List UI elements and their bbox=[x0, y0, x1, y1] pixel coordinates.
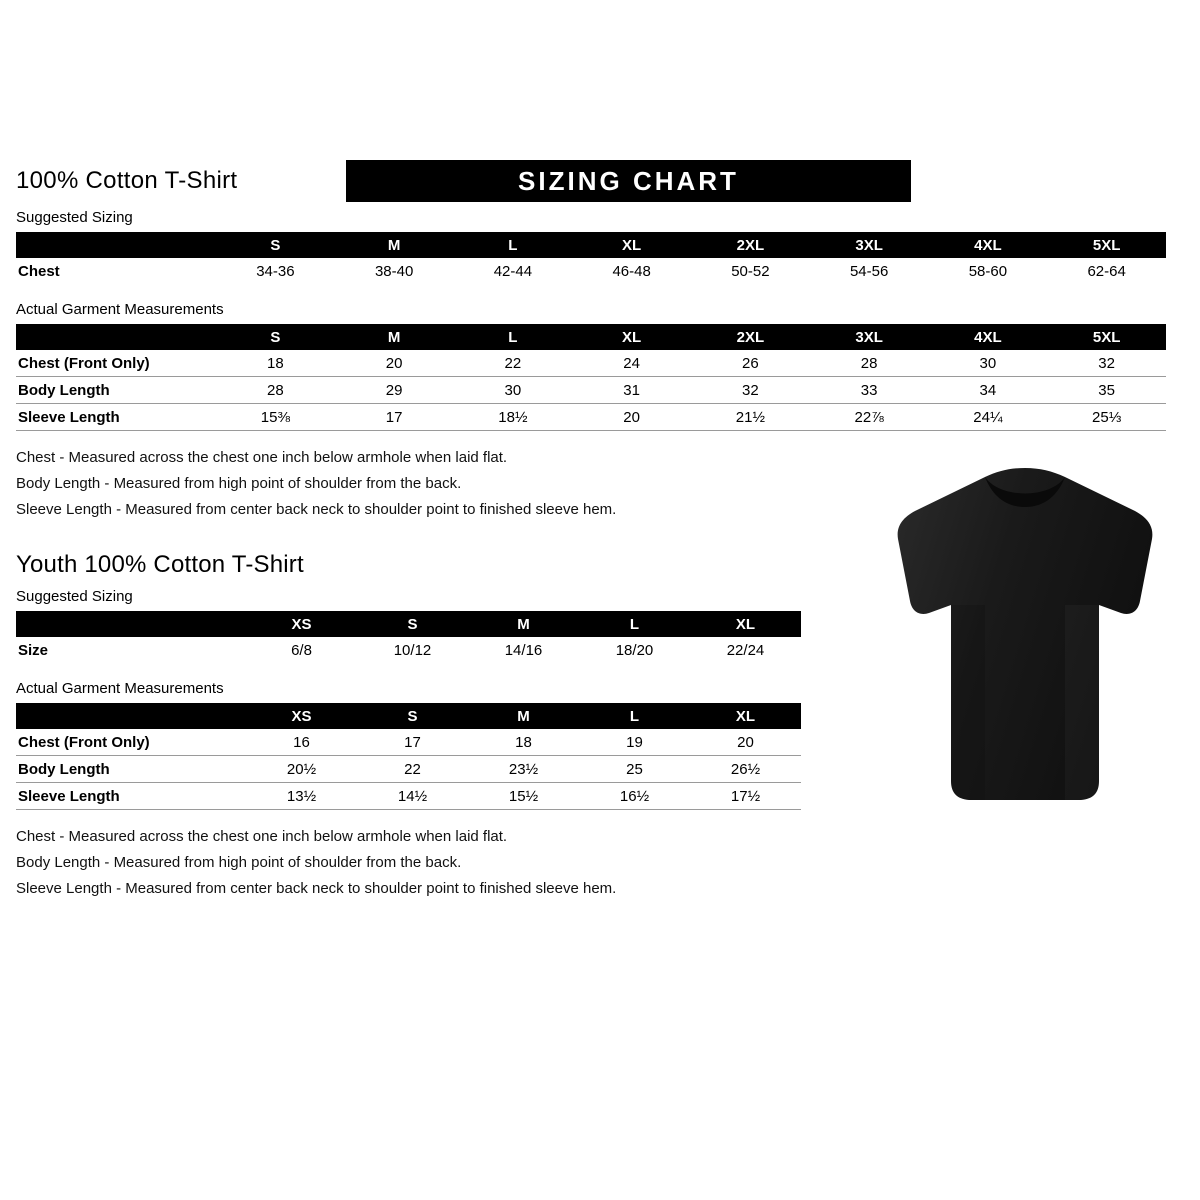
cell: 33 bbox=[860, 381, 878, 399]
cell: 15⅜ bbox=[260, 408, 290, 426]
table-row bbox=[16, 637, 801, 663]
cell: 20 bbox=[385, 354, 403, 372]
row-label: Chest (Front Only) bbox=[18, 733, 150, 751]
note-chest: Chest - Measured across the chest one inch below armhole when laid flat. bbox=[16, 449, 508, 466]
cell: 35 bbox=[1098, 381, 1115, 399]
note-body-length: Body Length - Measured from high point of shoulder from the back. bbox=[16, 475, 462, 492]
col-header: XS bbox=[246, 611, 357, 637]
youth-suggested-label: Suggested Sizing bbox=[16, 588, 133, 605]
cell: 22/24 bbox=[726, 641, 765, 659]
cell: 32 bbox=[1098, 354, 1115, 372]
col-header: S bbox=[216, 232, 335, 258]
table-row bbox=[16, 377, 1166, 404]
cell: 21½ bbox=[735, 408, 765, 426]
col-header: 5XL bbox=[1047, 324, 1166, 350]
cell: 54-56 bbox=[849, 262, 889, 280]
col-header: M bbox=[335, 324, 454, 350]
cell: 46-48 bbox=[612, 262, 651, 280]
cell: 19 bbox=[626, 733, 643, 751]
note-sleeve-length: Sleeve Length - Measured from center back neck to shoulder point to finished sleeve hem. bbox=[16, 880, 617, 897]
note-sleeve-length: Sleeve Length - Measured from center back neck to shoulder point to finished sleeve hem. bbox=[16, 501, 617, 518]
cell: 14½ bbox=[397, 787, 428, 805]
cell: 15½ bbox=[508, 787, 539, 805]
tshirt-image bbox=[890, 465, 1160, 810]
adult-suggested-label: Suggested Sizing bbox=[16, 209, 133, 226]
cell: 50-52 bbox=[731, 262, 770, 280]
col-header: 2XL bbox=[691, 232, 810, 258]
col-header: M bbox=[468, 611, 579, 637]
row-label: Sleeve Length bbox=[18, 787, 120, 805]
col-header: S bbox=[216, 324, 335, 350]
row-label: Chest bbox=[18, 262, 60, 280]
row-label: Body Length bbox=[18, 381, 110, 399]
col-header: XL bbox=[690, 611, 801, 637]
col-header bbox=[16, 703, 246, 729]
col-header: S bbox=[357, 703, 468, 729]
col-header: M bbox=[335, 232, 454, 258]
cell: 17½ bbox=[730, 787, 761, 805]
table-header-row bbox=[16, 703, 801, 729]
col-header: XS bbox=[246, 703, 357, 729]
cell: 62-64 bbox=[1087, 262, 1126, 280]
cell: 31 bbox=[623, 381, 640, 399]
adult-suggested-table bbox=[16, 232, 1166, 284]
col-header: L bbox=[579, 611, 690, 637]
cell: 24 bbox=[623, 354, 640, 372]
cell: 18 bbox=[267, 354, 284, 372]
col-header bbox=[16, 232, 216, 258]
cell: 26 bbox=[742, 354, 759, 372]
col-header: 4XL bbox=[929, 232, 1048, 258]
row-label: Sleeve Length bbox=[18, 408, 120, 426]
row-label: Body Length bbox=[18, 760, 110, 778]
cell: 32 bbox=[742, 381, 759, 399]
cell: 42-44 bbox=[493, 262, 533, 280]
cell: 18 bbox=[515, 733, 532, 751]
col-header: 2XL bbox=[691, 324, 810, 350]
cell: 38-40 bbox=[374, 262, 414, 280]
cell: 30 bbox=[979, 354, 997, 372]
table-row bbox=[16, 783, 801, 810]
youth-notes bbox=[16, 824, 1176, 902]
col-header bbox=[16, 324, 216, 350]
youth-suggested-table bbox=[16, 611, 801, 663]
col-header: XL bbox=[572, 232, 691, 258]
col-header: S bbox=[357, 611, 468, 637]
adult-garment-label: Actual Garment Measurements bbox=[16, 301, 224, 318]
note-chest: Chest - Measured across the chest one inch below armhole when laid flat. bbox=[16, 828, 508, 845]
cell: 14/16 bbox=[504, 641, 543, 659]
cell: 13½ bbox=[286, 787, 317, 805]
note-body-length: Body Length - Measured from high point of shoulder from the back. bbox=[16, 854, 462, 871]
cell: 26½ bbox=[730, 760, 761, 778]
cell: 17 bbox=[385, 408, 403, 426]
table-header-row bbox=[16, 324, 1166, 350]
cell: 18/20 bbox=[615, 641, 654, 659]
cell: 22 bbox=[404, 760, 421, 778]
cell: 20 bbox=[737, 733, 754, 751]
youth-title: Youth 100% Cotton T-Shirt bbox=[16, 551, 304, 578]
cell: 22 bbox=[504, 354, 522, 372]
cell: 16 bbox=[293, 733, 310, 751]
cell: 25⅓ bbox=[1092, 408, 1122, 426]
youth-garment-label: Actual Garment Measurements bbox=[16, 680, 224, 697]
table-row bbox=[16, 404, 1166, 431]
table-header-row bbox=[16, 232, 1166, 258]
col-header: L bbox=[454, 324, 573, 350]
cell: 18½ bbox=[498, 408, 528, 426]
page-title: 100% Cotton T-Shirt bbox=[16, 167, 238, 194]
row-label: Size bbox=[18, 641, 49, 659]
cell: 22⅞ bbox=[854, 408, 884, 426]
table-header-row bbox=[16, 611, 801, 637]
table-row bbox=[16, 729, 801, 756]
cell: 29 bbox=[385, 381, 403, 399]
adult-header-row bbox=[16, 160, 1176, 202]
cell: 23½ bbox=[508, 760, 539, 778]
cell: 20 bbox=[623, 408, 640, 426]
col-header: 4XL bbox=[929, 324, 1048, 350]
col-header bbox=[16, 611, 246, 637]
cell: 10/12 bbox=[393, 641, 432, 659]
cell: 20½ bbox=[286, 760, 317, 778]
table-row bbox=[16, 258, 1166, 284]
cell: 30 bbox=[504, 381, 522, 399]
col-header: 3XL bbox=[810, 324, 929, 350]
row-label: Chest (Front Only) bbox=[18, 354, 150, 372]
cell: 17 bbox=[404, 733, 421, 751]
col-header: 5XL bbox=[1047, 232, 1166, 258]
adult-garment-table bbox=[16, 324, 1166, 431]
col-header: XL bbox=[572, 324, 691, 350]
cell: 16½ bbox=[619, 787, 650, 805]
cell: 25 bbox=[626, 760, 643, 778]
col-header: L bbox=[454, 232, 573, 258]
col-header: XL bbox=[690, 703, 801, 729]
cell: 24¼ bbox=[973, 408, 1003, 426]
col-header: L bbox=[579, 703, 690, 729]
cell: 34-36 bbox=[256, 262, 295, 280]
table-row bbox=[16, 756, 801, 783]
sizing-chart-banner: SIZING CHART bbox=[346, 160, 911, 202]
tshirt-icon bbox=[890, 465, 1160, 810]
table-row bbox=[16, 350, 1166, 377]
cell: 58-60 bbox=[968, 262, 1008, 280]
youth-garment-table bbox=[16, 703, 801, 810]
cell: 34 bbox=[979, 381, 997, 399]
col-header: M bbox=[468, 703, 579, 729]
col-header: 3XL bbox=[810, 232, 929, 258]
cell: 6/8 bbox=[291, 641, 312, 659]
cell: 28 bbox=[267, 381, 284, 399]
cell: 28 bbox=[860, 354, 878, 372]
